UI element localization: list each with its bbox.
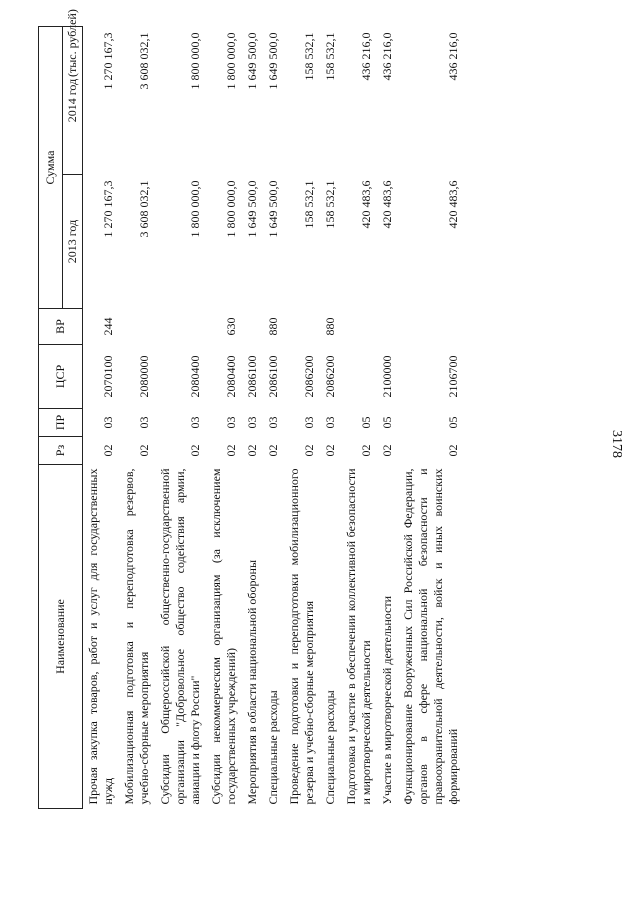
- row-csr: 2080400: [188, 355, 202, 398]
- row-pr: 03: [266, 416, 280, 429]
- row-name: Специальные расходы: [323, 690, 337, 805]
- row-name: Прочая закупка товаров, работ и услуг для государственных нужд: [86, 468, 115, 805]
- row-rz: 02: [245, 444, 259, 457]
- row-rz: 02: [302, 444, 316, 457]
- row-rz: 02: [137, 444, 151, 457]
- row-name: Специальные расходы: [266, 690, 280, 805]
- row-rz: 02: [266, 444, 280, 457]
- row-vr: [155, 309, 206, 345]
- header-csr: ЦСР: [39, 345, 83, 409]
- table-row: [83, 27, 120, 809]
- row-rz: 02: [224, 444, 238, 457]
- row-sum-2014: 1 270 167,3: [101, 32, 115, 90]
- row-name: Функционирование Вооруженных Сил Российской Федерации, органов в сфере национальной безопасности и правоохранительной деятельности, войск и иных воинских формирований: [401, 468, 460, 805]
- row-rz: 02: [188, 444, 202, 457]
- row-pr: 05: [446, 416, 460, 429]
- row-name: Субсидии Общероссийской общественно-государственной организации "Добровольное общество содействия армии, авиации и флоту России": [158, 468, 202, 805]
- row-name: Участие в миротворческой деятельности: [380, 595, 394, 805]
- row-rz: 02: [380, 444, 394, 457]
- row-pr: 03: [245, 416, 259, 429]
- row-pr: 05: [359, 416, 373, 429]
- row-sum-2014: 1 649 500,0: [245, 32, 259, 90]
- row-csr: 2080400: [224, 355, 238, 398]
- header-vr: ВР: [39, 309, 83, 345]
- table-row: [242, 27, 263, 809]
- row-sum-2014: 436 216,0: [359, 32, 373, 81]
- row-csr: 2100000: [380, 355, 394, 398]
- row-csr: 2086200: [323, 355, 337, 398]
- row-sum-2014: 1 800 000,0: [224, 32, 238, 90]
- row-sum-2013: 1 270 167,3: [101, 180, 115, 238]
- row-csr: 2086100: [266, 355, 280, 398]
- row-csr: 2086100: [245, 355, 259, 398]
- row-csr: 2086200: [302, 355, 316, 398]
- row-rz: 02: [101, 444, 115, 457]
- row-vr: 630: [224, 317, 238, 336]
- row-sum-2014: 158 532,1: [302, 32, 316, 81]
- header-name: Наименование: [39, 465, 83, 809]
- table-row: [398, 27, 464, 809]
- row-sum-2014: 436 216,0: [380, 32, 394, 81]
- row-pr: 03: [302, 416, 316, 429]
- row-name: Мероприятия в области национальной обороны: [245, 559, 259, 805]
- row-vr: [398, 309, 464, 345]
- row-csr: 2080000: [137, 355, 151, 398]
- table-body: [83, 27, 465, 809]
- row-sum-2013: 158 532,1: [323, 180, 337, 229]
- row-vr: [377, 309, 398, 345]
- row-sum-2014: 1 800 000,0: [188, 32, 202, 90]
- header-sum: Сумма: [39, 27, 63, 309]
- row-csr: 2106700: [446, 355, 460, 398]
- row-sum-2014: 1 649 500,0: [266, 32, 280, 90]
- table-row: [119, 27, 155, 809]
- row-sum-2013: 3 608 032,1: [137, 180, 151, 238]
- row-sum-2013: 1 800 000,0: [188, 180, 202, 238]
- row-sum-2013: 1 800 000,0: [224, 180, 238, 238]
- row-vr: [119, 309, 155, 345]
- row-name: Субсидии некоммерческим организациям (за исключением государственных учреждений): [209, 468, 238, 805]
- table-row: [284, 27, 320, 809]
- row-sum-2013: 1 649 500,0: [245, 180, 259, 238]
- table-row: [341, 27, 377, 809]
- row-sum-2013: 158 532,1: [302, 180, 316, 229]
- header-pr: ПР: [39, 409, 83, 437]
- table-row: [263, 27, 284, 809]
- row-vr: [284, 309, 320, 345]
- row-vr: [242, 309, 263, 345]
- row-vr: 880: [323, 317, 337, 336]
- row-rz: 02: [323, 444, 337, 457]
- row-pr: 03: [101, 416, 115, 429]
- page-number: 3178: [609, 430, 624, 458]
- table-row: [320, 27, 341, 809]
- table-row: [206, 27, 242, 809]
- row-pr: 03: [137, 416, 151, 429]
- header-2014: 2014 год: [63, 27, 83, 175]
- row-name: Мобилизационная подготовка и переподготовка резервов, учебно-сборные мероприятия: [122, 468, 151, 805]
- row-name: Подготовка и участие в обеспечении коллективной безопасности и миротворческой деятельности: [344, 468, 373, 805]
- row-sum-2013: 420 483,6: [359, 180, 373, 229]
- row-sum-2014: 3 608 032,1: [137, 32, 151, 90]
- row-vr: 880: [266, 317, 280, 336]
- row-pr: 05: [380, 416, 394, 429]
- row-pr: 03: [188, 416, 202, 429]
- row-pr: 03: [323, 416, 337, 429]
- table-row: [155, 27, 206, 809]
- budget-table: [38, 26, 464, 809]
- row-csr: 2070100: [101, 355, 115, 398]
- row-sum-2013: 1 649 500,0: [266, 180, 280, 238]
- row-rz: 02: [359, 444, 373, 457]
- row-pr: 03: [224, 416, 238, 429]
- unit-label: (тыс. рублей): [65, 9, 79, 77]
- header-rz: Рз: [39, 437, 83, 465]
- table-row: [377, 27, 398, 809]
- row-vr: 244: [101, 317, 115, 336]
- row-sum-2013: 420 483,6: [446, 180, 460, 229]
- row-sum-2014: 158 532,1: [323, 32, 337, 81]
- row-csr: [341, 345, 377, 409]
- header-2013: 2013 год: [63, 175, 83, 309]
- row-name: Проведение подготовки и переподготовки мобилизационного резерва и учебно-сборные мероприятия: [287, 468, 316, 805]
- row-sum-2014: 436 216,0: [446, 32, 460, 81]
- row-vr: [341, 309, 377, 345]
- row-sum-2013: 420 483,6: [380, 180, 394, 229]
- row-rz: 02: [446, 444, 460, 457]
